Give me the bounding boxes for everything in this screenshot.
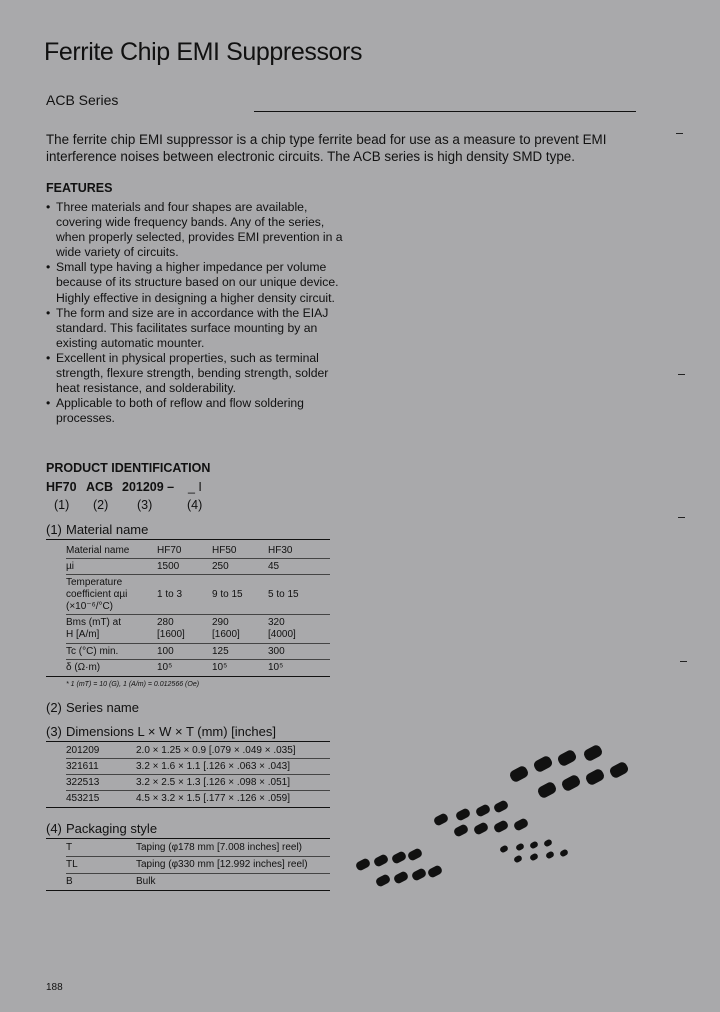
pid-code-series: ACB	[86, 480, 114, 494]
dimension-code: 322513	[66, 777, 100, 788]
product-identification-heading: PRODUCT IDENTIFICATION	[46, 461, 211, 475]
table-rule	[46, 890, 330, 891]
feature-item: • Applicable to both of reflow and flow soldering processes.	[46, 396, 346, 426]
packaging-value: Taping (φ330 mm [12.992 inches] reel)	[136, 859, 308, 870]
material-footnote: * 1 (mT) = 10 (G), 1 (A/m) = 0.012566 (Oe)	[66, 681, 200, 688]
material-cell: 45	[268, 561, 280, 572]
feature-item: • Excellent in physical properties, such as terminal strength, flexure strength, bending strength, solder heat resistance, and solderability.	[46, 351, 346, 396]
pid-code-packaging: _ I	[188, 480, 202, 494]
table-rule	[46, 741, 330, 742]
ferrite-chips-photo	[340, 740, 640, 900]
chip	[529, 852, 539, 861]
page-number: 188	[46, 982, 63, 993]
dimension-value: 3.2 × 2.5 × 1.3 [.126 × .098 × .051]	[136, 777, 291, 788]
margin-tick	[680, 661, 687, 662]
chip	[582, 743, 604, 762]
table-rule	[66, 659, 330, 660]
table-rule	[66, 614, 330, 615]
pid-code-dimension: 201209 –	[122, 480, 175, 494]
chip	[532, 754, 554, 773]
pid-number: (2)	[93, 498, 109, 512]
pid-number: (1)	[54, 498, 70, 512]
material-cell: 10⁵	[268, 662, 284, 673]
intro-paragraph: The ferrite chip EMI suppressor is a chip type ferrite bead for use as a measure to prevent EMI interference noises between electronic circuits. The ACB series is high density SMD type.	[46, 132, 607, 164]
dimension-code: 201209	[66, 745, 100, 756]
material-cell: 250	[212, 561, 229, 572]
chip	[393, 870, 410, 885]
margin-tick	[678, 517, 685, 518]
packaging-section-heading: Packaging style	[66, 821, 158, 836]
material-row-label: Tc (°C) min.	[66, 646, 119, 657]
chip	[543, 838, 553, 847]
features-heading: FEATURES	[46, 181, 113, 195]
chip	[545, 850, 555, 859]
material-cell: 10⁵	[212, 662, 228, 673]
packaging-value: Bulk	[136, 876, 156, 887]
chip	[493, 819, 510, 834]
dimension-value: 3.2 × 1.6 × 1.1 [.126 × .063 × .043]	[136, 761, 291, 772]
table-rule	[66, 856, 330, 857]
chip	[608, 760, 630, 779]
table-rule	[66, 873, 330, 874]
chip	[515, 842, 525, 851]
chip	[513, 854, 523, 863]
feature-item: • The form and size are in accordance with the EIAJ standard. This facilitates surface mounting by an existing automatic mounter.	[46, 306, 346, 351]
material-cell: 280 [1600]	[157, 617, 185, 640]
dimension-value: 2.0 × 1.25 × 0.9 [.079 × .049 × .035]	[136, 745, 296, 756]
chip	[560, 773, 582, 792]
chip	[508, 764, 530, 783]
material-cell: 290 [1600]	[212, 617, 240, 640]
material-cell: 5 to 15	[268, 589, 299, 600]
dimensions-section-number: (3)	[46, 724, 62, 739]
table-rule	[66, 558, 330, 559]
chip	[499, 844, 509, 853]
chip	[475, 803, 492, 818]
material-section-heading: Material name	[66, 522, 149, 537]
feature-item: • Three materials and four shapes are available, covering wide frequency bands. Any of the series, when properly selected, provides EMI prevention in a wide variety of circuits.	[46, 200, 346, 260]
material-row-label: Bms (mT) at H [A/m]	[66, 617, 121, 640]
chip	[473, 821, 490, 836]
table-rule	[66, 758, 330, 759]
chip	[427, 864, 444, 879]
page-title: Ferrite Chip EMI Suppressors	[44, 38, 363, 66]
chip	[373, 853, 390, 868]
material-header-hf50: HF50	[212, 545, 237, 556]
feature-item: • Small type having a higher impedance per volume because of its structure based on our unique device. Highly effective in designing a higher density circuit.	[46, 260, 346, 305]
margin-tick	[676, 133, 683, 134]
table-rule	[66, 574, 330, 575]
pid-code-material: HF70	[46, 480, 77, 494]
material-cell: 1500	[157, 561, 180, 572]
dimensions-section-heading: Dimensions L × W × T (mm) [inches]	[66, 724, 276, 739]
table-rule	[66, 774, 330, 775]
packaging-code: B	[66, 876, 73, 887]
margin-tick	[678, 374, 685, 375]
material-cell: 300	[268, 646, 285, 657]
series-label: ACB Series	[46, 92, 119, 108]
chip	[355, 857, 372, 872]
pid-number: (4)	[187, 498, 203, 512]
packaging-code: T	[66, 842, 73, 853]
chip	[411, 867, 428, 882]
table-rule	[66, 643, 330, 644]
material-header-hf70: HF70	[157, 545, 182, 556]
material-header-hf30: HF30	[268, 545, 293, 556]
chip	[455, 807, 472, 822]
packaging-value: Taping (φ178 mm [7.008 inches] reel)	[136, 842, 303, 853]
chip	[391, 850, 408, 865]
material-cell: 100	[157, 646, 174, 657]
table-rule	[46, 676, 330, 677]
material-header-label: Material name	[66, 545, 130, 556]
series-section-heading: Series name	[66, 700, 139, 715]
material-row-label: µi	[66, 561, 74, 572]
chip	[453, 823, 470, 838]
header-rule	[254, 111, 636, 112]
chip	[529, 840, 539, 849]
chip	[584, 767, 606, 786]
material-cell: 320 [4000]	[268, 617, 296, 640]
chip	[513, 817, 530, 832]
chip	[556, 748, 578, 767]
material-cell: 9 to 15	[212, 589, 243, 600]
chip	[433, 812, 450, 827]
series-section-number: (2)	[46, 700, 62, 715]
features-list	[46, 200, 346, 426]
chip	[375, 873, 392, 888]
material-cell: 10⁵	[157, 662, 173, 673]
table-rule	[46, 838, 330, 839]
chip	[559, 848, 569, 857]
pid-number: (3)	[137, 498, 153, 512]
material-section-number: (1)	[46, 522, 62, 537]
packaging-section-number: (4)	[46, 821, 62, 836]
table-rule	[46, 539, 330, 540]
packaging-code: TL	[66, 859, 78, 870]
table-rule	[46, 807, 330, 808]
table-rule	[66, 790, 330, 791]
dimension-code: 453215	[66, 793, 100, 804]
material-row-label: Temperature coefficient αµi (×10⁻⁶/°C)	[66, 577, 128, 612]
dimension-value: 4.5 × 3.2 × 1.5 [.177 × .126 × .059]	[136, 793, 291, 804]
chip	[493, 799, 510, 814]
material-cell: 1 to 3	[157, 589, 183, 600]
material-cell: 125	[212, 646, 229, 657]
chip	[536, 780, 558, 799]
chip	[407, 847, 424, 862]
dimension-code: 321611	[66, 761, 99, 772]
material-row-label: δ (Ω·m)	[66, 662, 101, 673]
